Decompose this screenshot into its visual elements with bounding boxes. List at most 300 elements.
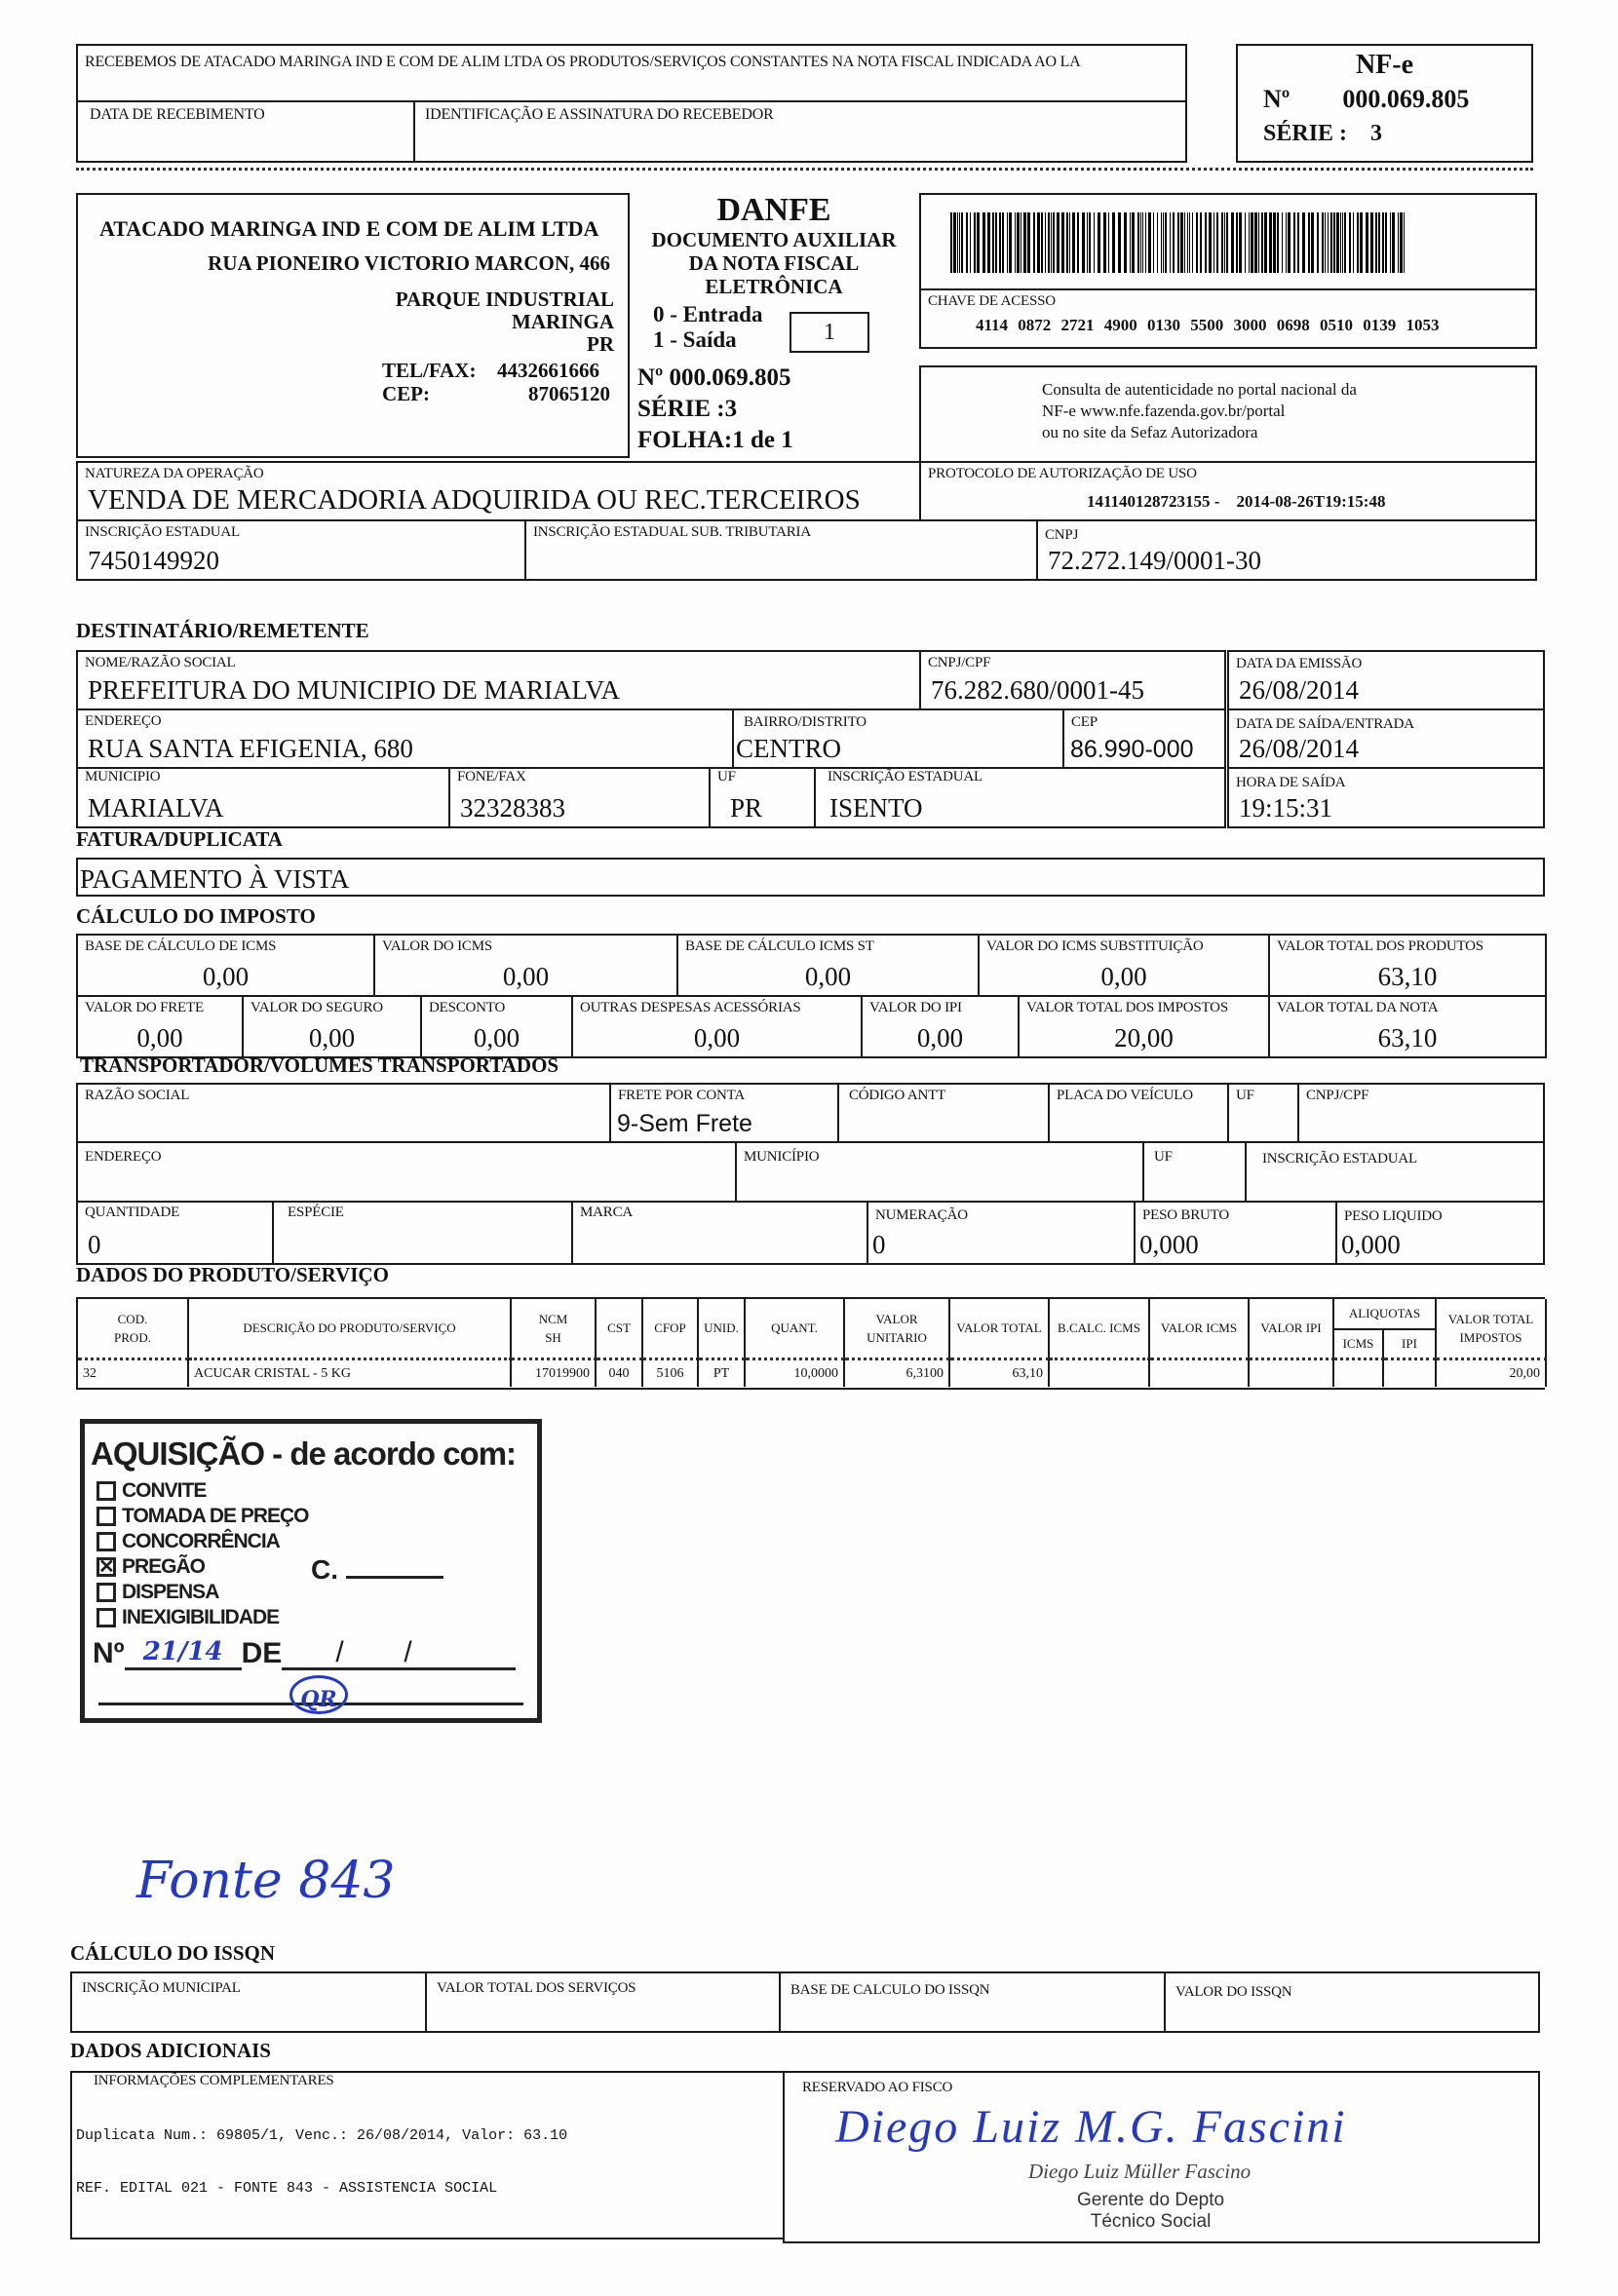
antt-label: CÓDIGO ANTT: [849, 1088, 946, 1103]
tax-title: CÁLCULO DO IMPOSTO: [76, 904, 316, 928]
stamp-c-label: C.: [311, 1554, 338, 1585]
aliquotas-header: ALIQUOTAS: [1334, 1299, 1437, 1328]
protocol-label: PROTOCOLO DE AUTORIZAÇÃO DE USO: [928, 466, 1197, 481]
nfe-number-box: [1236, 44, 1533, 163]
products-column-header: CST: [597, 1299, 643, 1358]
danfe-number: Nº 000.069.805: [637, 364, 791, 391]
complementary-info-line-2: REF. EDITAL 021 - FONTE 843 - ASSISTENCIA SOCIAL: [76, 2180, 498, 2197]
barcode-bar: [1163, 212, 1164, 273]
products-column-header: DESCRIÇÃO DO PRODUTO/SERVIÇO: [189, 1299, 512, 1358]
products-column-header: ICMS: [1334, 1328, 1384, 1358]
products-cell: 040: [597, 1358, 643, 1387]
products-column-header: VALOR TOTAL: [950, 1299, 1050, 1358]
issuer-cep-label: CEP:: [382, 382, 430, 405]
carrier-uf: [1227, 1083, 1299, 1143]
barcode-bar: [1385, 212, 1387, 273]
issqn-municipal-registration: [70, 1971, 427, 2033]
authenticity-box: [919, 365, 1537, 463]
barcode-bar: [1216, 212, 1218, 273]
barcode-bar: [1390, 212, 1391, 273]
barcode-bar: [1118, 212, 1121, 273]
barcode-bar: [1264, 212, 1267, 273]
carrier-cnpj-label: CNPJ/CPF: [1306, 1088, 1369, 1103]
reserved-tax-authority: [783, 2071, 1540, 2243]
products-cell: [1250, 1358, 1334, 1387]
tax-field-value: 0,00: [502, 962, 550, 991]
barcode-bar: [1258, 212, 1259, 273]
recipient-phone-value: 32328383: [460, 793, 565, 823]
barcode-bar: [1302, 212, 1305, 273]
handwritten-note: Fonte 843: [136, 1852, 396, 1910]
tax-field: [571, 995, 863, 1058]
nfe-serie: 3: [1370, 121, 1383, 146]
issuer-box: [76, 193, 630, 458]
net-weight-value: 0,000: [1341, 1230, 1401, 1259]
barcode-bar: [953, 212, 956, 273]
products-cell: 20,00: [1437, 1358, 1547, 1387]
barcode-bar: [961, 212, 963, 273]
recipient-city: [76, 767, 450, 828]
carrier-address: [76, 1141, 737, 1203]
stamp-title: AQUISIÇÃO - de acordo com:: [91, 1435, 517, 1472]
barcode-bar: [1251, 212, 1253, 273]
barcode-bar: [1017, 212, 1020, 273]
barcode-bar: [1224, 212, 1225, 273]
barcode-bar: [1112, 212, 1115, 273]
barcode-bar: [1045, 212, 1046, 273]
stamp-option-label: TOMADA DE PREÇO: [122, 1505, 309, 1527]
tax-field: [420, 995, 573, 1058]
products-cell: PT: [699, 1358, 746, 1387]
stamp-option: [96, 1529, 309, 1554]
invoice-title: FATURA/DUPLICATA: [76, 827, 283, 851]
barcode-bar: [1041, 212, 1043, 273]
barcode-bar: [1140, 212, 1141, 273]
barcode-bar: [966, 212, 968, 273]
barcode-bar: [1027, 212, 1030, 273]
stamp-option-label: CONVITE: [122, 1479, 207, 1502]
barcode-bar: [992, 212, 994, 273]
brand-label: MARCA: [580, 1205, 634, 1220]
products-cell: 10,0000: [746, 1358, 845, 1387]
issuer-address: RUA PIONEIRO VICTORIO MARCON, 466: [208, 251, 610, 275]
products-table: [76, 1297, 1545, 1390]
products-cell: [1150, 1358, 1250, 1387]
issuer-tel-label: TEL/FAX:: [382, 359, 477, 382]
issue-date-label: DATA DA EMISSÃO: [1236, 656, 1363, 671]
issuer-tel: 4432661666: [497, 359, 599, 382]
issuer-cep: 87065120: [528, 382, 610, 405]
tax-field-label: VALOR TOTAL DOS PRODUTOS: [1277, 938, 1483, 954]
checkbox-icon: [96, 1481, 116, 1501]
barcode-bar: [1269, 212, 1272, 273]
barcode-bar: [1249, 212, 1250, 273]
barcode-bar: [1192, 212, 1193, 273]
access-key-box: [919, 288, 1537, 349]
gross-weight: [1134, 1201, 1337, 1265]
recipient-title: DESTINATÁRIO/REMETENTE: [76, 619, 369, 642]
barcode-bar: [1273, 212, 1276, 273]
carrier-uf-2: [1142, 1141, 1247, 1203]
barcode-bar: [1098, 212, 1100, 273]
complementary-info-line-1: Duplicata Num.: 69805/1, Venc.: 26/08/2014, Valor: 63.10: [76, 2127, 568, 2144]
quantity-label: QUANTIDADE: [85, 1205, 180, 1220]
access-key: 4114 0872 2721 4900 0130 5500 3000 0698 0510 0139 1053: [976, 316, 1440, 334]
authorization-protocol: [919, 461, 1537, 521]
stamp-option-label: CONCORRÊNCIA: [122, 1530, 280, 1552]
barcode-bar: [1382, 212, 1384, 273]
barcode: [950, 212, 1496, 273]
freight-label: FRETE POR CONTA: [618, 1088, 745, 1103]
barcode-bar: [1189, 212, 1190, 273]
cnpj-label: CNPJ: [1045, 527, 1079, 543]
operation-nature-value: VENDA DE MERCADORIA ADQUIRIDA OU REC.TERCEIROS: [88, 484, 861, 516]
barcode-bar: [1161, 212, 1162, 273]
issuer-uf: PR: [587, 332, 614, 356]
carrier-title: TRANSPORTADOR/VOLUMES TRANSPORTADOS: [80, 1053, 559, 1077]
issue-date: [1227, 650, 1545, 710]
freight: [609, 1083, 839, 1143]
barcode-bar: [1137, 212, 1139, 273]
danfe-title: DANFE: [716, 192, 831, 228]
barcode-bar: [1061, 212, 1064, 273]
barcode-bar: [1200, 212, 1202, 273]
products-column-header: VALOR ICMS: [1150, 1299, 1250, 1358]
tax-field-label: BASE DE CÁLCULO ICMS ST: [685, 938, 874, 954]
recipient-cnpj-label: CNPJ/CPF: [928, 655, 991, 670]
barcode-bar: [1308, 212, 1310, 273]
stamp-option: [96, 1504, 309, 1529]
barcode-bar: [1209, 212, 1212, 273]
products-title: DADOS DO PRODUTO/SERVIÇO: [76, 1263, 389, 1286]
barcode-bar: [1353, 212, 1354, 273]
recipient-address: [76, 708, 734, 769]
barcode-bar: [1130, 212, 1131, 273]
checkbox-icon: [96, 1507, 116, 1526]
danfe-subtitle-1: DOCUMENTO AUXILIAR: [651, 228, 897, 251]
nfe-number: 000.069.805: [1342, 85, 1470, 113]
products-column-header: COD. PROD.: [78, 1299, 189, 1358]
barcode-bar: [1066, 212, 1068, 273]
barcode-bar: [1342, 212, 1343, 273]
plate-label: PLACA DO VEÍCULO: [1057, 1088, 1193, 1103]
state-registration: [76, 519, 526, 581]
recipient-district-label: BAIRRO/DISTRITO: [744, 714, 867, 730]
stamp-option: [96, 1554, 309, 1580]
recipient-ie-label: INSCRIÇÃO ESTADUAL: [828, 769, 982, 784]
issuer-cnpj: [1036, 519, 1537, 581]
danfe-subtitle-3: ELETRÔNICA: [705, 275, 843, 298]
barcode-bar: [1398, 212, 1399, 273]
authenticity-line-1: Consulta de autenticidade no portal nacional da: [1042, 380, 1357, 399]
receipt-date-label: DATA DE RECEBIMENTO: [90, 106, 265, 123]
tax-field-label: VALOR DO IPI: [869, 1000, 962, 1015]
stamp-option: [96, 1580, 309, 1605]
tax-field-label: DESCONTO: [429, 1000, 506, 1015]
barcode-bar: [1286, 212, 1287, 273]
antt-code: [837, 1083, 1050, 1143]
stamp-option-label: PREGÃO: [122, 1555, 206, 1578]
issqn-label-4: VALOR DO ISSQN: [1175, 1984, 1292, 2000]
barcode-bar: [1103, 212, 1106, 273]
invoice-box: [76, 858, 1545, 897]
barcode-bar: [1392, 212, 1395, 273]
danfe-type-box: [790, 312, 869, 353]
barcode-bar: [1336, 212, 1339, 273]
products-cell: ACUCAR CRISTAL - 5 KG: [189, 1358, 512, 1387]
barcode-bar: [1370, 212, 1373, 273]
tax-field-label: VALOR DO ICMS: [382, 938, 492, 954]
stamp-number: 21/14: [125, 1636, 242, 1670]
barcode-bar: [1094, 212, 1095, 273]
products-cell: 32: [78, 1358, 189, 1387]
signature: Diego Luiz M.G. Fascini: [835, 2101, 1347, 2153]
barcode-bar: [1322, 212, 1324, 273]
checkbox-icon: [96, 1532, 116, 1551]
cut-line: [76, 168, 1533, 171]
numbering-label: NUMERAÇÃO: [875, 1207, 968, 1223]
volume-brand: [571, 1201, 868, 1265]
products-cell: 17019900: [512, 1358, 597, 1387]
net-weight: [1335, 1201, 1545, 1265]
barcode-bar: [1170, 212, 1171, 273]
barcode-bar: [982, 212, 985, 273]
recipient-uf-label: UF: [717, 769, 736, 784]
recipient-cnpj-value: 76.282.680/0001-45: [931, 675, 1144, 705]
issqn-title: CÁLCULO DO ISSQN: [70, 1941, 276, 1965]
barcode-bar: [1357, 212, 1359, 273]
products-cell: [1334, 1358, 1384, 1387]
danfe-subtitle-2: DA NOTA FISCAL: [688, 251, 860, 275]
products-column-header: QUANT.: [746, 1299, 845, 1358]
exit-date-label: DATA DE SAÍDA/ENTRADA: [1236, 716, 1414, 732]
tax-field-label: VALOR TOTAL DA NOTA: [1277, 1000, 1439, 1015]
recipient-cep: [1062, 708, 1226, 769]
products-cell: 63,10: [950, 1358, 1050, 1387]
carrier-name-label: RAZÃO SOCIAL: [85, 1088, 190, 1103]
barcode-bar: [1007, 212, 1008, 273]
volume-numbering: [867, 1201, 1136, 1265]
nfe-number-label: Nº: [1263, 85, 1291, 113]
barcode-bar: [1288, 212, 1291, 273]
receipt-stub: [76, 44, 1187, 163]
tax-field-label: VALOR DO SEGURO: [250, 1000, 383, 1015]
barcode-bar: [1349, 212, 1351, 273]
barcode-bar: [1366, 212, 1368, 273]
exit-date-value: 26/08/2014: [1239, 734, 1360, 763]
access-key-label: CHAVE DE ACESSO: [928, 293, 1056, 309]
barcode-bar: [995, 212, 997, 273]
stamp-option: [96, 1605, 309, 1630]
carrier-ie: [1245, 1141, 1545, 1203]
products-column-header: VALOR TOTAL IMPOSTOS: [1437, 1299, 1547, 1358]
barcode-bar: [1082, 212, 1085, 273]
volume-quantity: [76, 1201, 274, 1265]
tax-field: [861, 995, 1020, 1058]
reserved-label: RESERVADO AO FISCO: [802, 2080, 953, 2095]
products-column-header: VALOR UNITARIO: [845, 1299, 950, 1358]
carrier-city-label: MUNICÍPIO: [744, 1149, 820, 1165]
barcode-bar: [1400, 212, 1403, 273]
barcode-bar: [1293, 212, 1295, 273]
protocol-value: 141140128723155 - 2014-08-26T19:15:48: [1087, 492, 1386, 511]
barcode-bar: [1245, 212, 1246, 273]
vehicle-plate: [1048, 1083, 1229, 1143]
authenticity-portal-link[interactable]: NF-e www.nfe.fazenda.gov.br/portal: [1042, 402, 1286, 420]
danfe-block: [632, 193, 916, 458]
products-column-header: VALOR IPI: [1250, 1299, 1334, 1358]
tax-field: [1268, 934, 1547, 997]
barcode-bar: [1002, 212, 1004, 273]
operation-nature: [76, 461, 921, 521]
recipient-uf: [709, 767, 816, 828]
barcode-bar: [970, 212, 971, 273]
issqn-value: [1164, 1971, 1540, 2033]
issqn-label-1: INSCRIÇÃO MUNICIPAL: [82, 1980, 241, 1996]
exit-time: [1227, 767, 1545, 828]
issqn-label-3: BASE DE CALCULO DO ISSQN: [790, 1982, 990, 1998]
tax-field-value: 0,00: [473, 1023, 520, 1052]
barcode-bar: [1153, 212, 1154, 273]
numbering-value: 0: [872, 1230, 886, 1259]
barcode-bar: [987, 212, 990, 273]
barcode-bar: [1297, 212, 1299, 273]
recipient-name-value: PREFEITURA DO MUNICIPIO DE MARIALVA: [88, 675, 621, 705]
barcode-bar: [1344, 212, 1346, 273]
species-label: ESPÉCIE: [288, 1205, 344, 1220]
tax-field-label: VALOR TOTAL DOS IMPOSTOS: [1026, 1000, 1228, 1015]
products-column-header: IPI: [1384, 1328, 1437, 1358]
barcode-bar: [1261, 212, 1263, 273]
barcode-bar: [1236, 212, 1238, 273]
danfe-serie: SÉRIE :3: [637, 396, 738, 422]
tax-field: [76, 934, 375, 997]
issqn-services-total: [425, 1971, 781, 2033]
gross-weight-value: 0,000: [1139, 1230, 1199, 1259]
freight-value: 9-Sem Frete: [617, 1110, 752, 1137]
barcode-bar: [1173, 212, 1175, 273]
signer-role-1: Gerente do Depto: [1077, 2190, 1225, 2210]
recipient-name: [76, 650, 921, 710]
stamp-rubric-text: QR: [300, 1687, 337, 1712]
barcode-bar: [1037, 212, 1040, 273]
tax-field-value: 0,00: [136, 1023, 183, 1052]
stamp-rubric: [289, 1675, 348, 1714]
issuer-district: PARQUE INDUSTRIAL: [395, 287, 614, 311]
barcode-bar: [1317, 212, 1319, 273]
nfe-serie-label: SÉRIE :: [1263, 121, 1348, 146]
cnpj-value: 72.272.149/0001-30: [1048, 546, 1261, 575]
carrier-cnpj: [1297, 1083, 1545, 1143]
tax-field-value: 63,10: [1377, 1023, 1438, 1052]
barcode-bar: [1142, 212, 1143, 273]
products-column-header: UNID.: [699, 1299, 746, 1358]
barcode-bar: [1196, 212, 1198, 273]
tax-field: [1018, 995, 1270, 1058]
invoice-value: PAGAMENTO À VISTA: [80, 864, 350, 894]
barcode-bar: [1069, 212, 1070, 273]
barcode-bar: [974, 212, 976, 273]
barcode-bar: [1089, 212, 1091, 273]
exit-date: [1227, 708, 1545, 769]
barcode-bar: [1033, 212, 1035, 273]
stamp-option-label: INEXIGIBILIDADE: [122, 1606, 280, 1628]
products-column-header: B.CALC. ICMS: [1050, 1299, 1150, 1358]
tax-field-value: 20,00: [1114, 1023, 1174, 1052]
barcode-bar: [1325, 212, 1326, 273]
barcode-bar: [1053, 212, 1055, 273]
tax-field: [978, 934, 1270, 997]
products-column-header: CFOP: [643, 1299, 699, 1358]
volume-species: [272, 1201, 573, 1265]
barcode-bar: [1051, 212, 1052, 273]
ie-label: INSCRIÇÃO ESTADUAL: [85, 524, 240, 540]
barcode-bar: [950, 212, 952, 273]
barcode-bar: [1239, 212, 1242, 273]
barcode-bar: [1087, 212, 1088, 273]
barcode-bar: [957, 212, 958, 273]
tax-field: [676, 934, 980, 997]
barcode-bar: [1375, 212, 1377, 273]
signer-role-2: Técnico Social: [1090, 2211, 1212, 2232]
stamp-option-label: DISPENSA: [122, 1581, 219, 1603]
stamp-de-label: DE: [241, 1637, 283, 1669]
barcode-bar: [1330, 212, 1332, 273]
barcode-bar: [1023, 212, 1026, 273]
tax-field-value: 0,00: [202, 962, 250, 991]
authenticity-line-3: ou no site da Sefaz Autorizadora: [1042, 423, 1258, 441]
barcode-bar: [1311, 212, 1314, 273]
tax-field-label: OUTRAS DESPESAS ACESSÓRIAS: [580, 1000, 801, 1015]
checkbox-icon: [96, 1608, 116, 1627]
checked-box-icon: ✕: [96, 1557, 116, 1577]
signer-name: Diego Luiz Müller Fascino: [1028, 2160, 1252, 2183]
tax-field-label: VALOR DO ICMS SUBSTITUIÇÃO: [986, 938, 1204, 954]
danfe-saida: 1 - Saída: [653, 327, 737, 352]
barcode-bar: [1231, 212, 1234, 273]
issuer-city: MARINGA: [512, 310, 614, 333]
tax-field: [373, 934, 678, 997]
carrier-name: [76, 1083, 611, 1143]
tax-field-value: 0,00: [916, 1023, 964, 1052]
barcode-bar: [1124, 212, 1127, 273]
stamp-option: [96, 1478, 309, 1504]
state-registration-st: [524, 519, 1038, 581]
tax-field-value: 0,00: [1100, 962, 1147, 991]
products-cell: [1050, 1358, 1150, 1387]
recipient-cep-value: 86.990-000: [1070, 736, 1194, 763]
recipient-district: [732, 708, 1064, 769]
tax-field-value: 63,10: [1377, 962, 1438, 991]
barcode-bar: [977, 212, 980, 273]
barcode-bar: [1157, 212, 1158, 273]
danfe-sheet: FOLHA:1 de 1: [637, 427, 793, 453]
recipient-ie: [814, 767, 1226, 828]
barcode-bar: [1254, 212, 1257, 273]
barcode-bar: [1333, 212, 1335, 273]
recipient-cnpj: [919, 650, 1226, 710]
barcode-box: [919, 193, 1537, 290]
products-column-header: NCM SH: [512, 1299, 597, 1358]
exit-time-label: HORA DE SAÍDA: [1236, 775, 1346, 790]
carrier-address-label: ENDEREÇO: [85, 1149, 162, 1165]
products-cell: 5106: [643, 1358, 699, 1387]
recipient-name-label: NOME/RAZÃO SOCIAL: [85, 655, 236, 670]
issuer-name: ATACADO MARINGA IND E COM DE ALIM LTDA: [99, 216, 599, 241]
additional-title: DADOS ADICIONAIS: [70, 2039, 271, 2062]
barcode-bar: [1145, 212, 1146, 273]
carrier-ie-label: INSCRIÇÃO ESTADUAL: [1262, 1151, 1417, 1167]
